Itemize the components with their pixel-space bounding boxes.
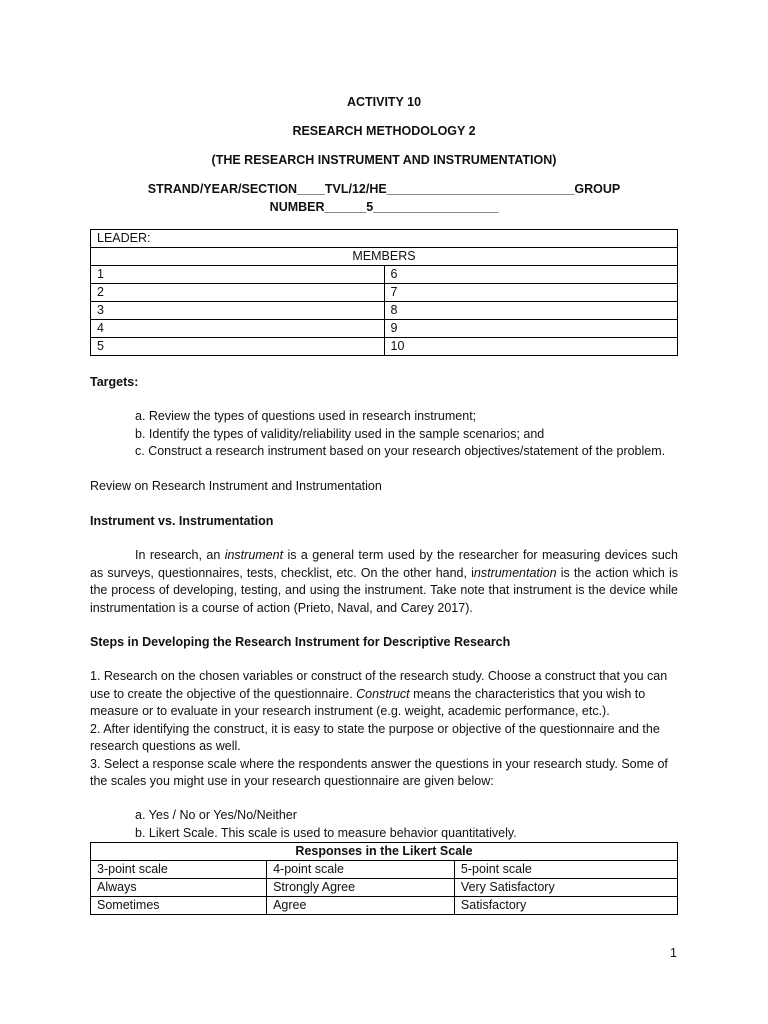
member-cell: 2 [91,284,385,302]
paragraph-text: is a general term used by the researcher for measuring devices such as surveys, questionnaires, tests, checklist, etc. On the other hand, i [90,548,678,580]
list-item: a. Review the types of questions used in research instrument; [135,409,477,423]
step-3: 3. Select a response scale where the respondents answer the questions in your research study. Some of the scales you might use in your research questionnaire are given below: [90,756,668,788]
list-item: c. Construct a research instrument based on your research objectives/statement of the problem. [135,444,666,458]
strand-line: STRAND/YEAR/SECTION____TVL/12/HE___________________________GROUP [147,182,621,196]
subtitle: (THE RESEARCH INSTRUMENT AND INSTRUMENTATION) [211,153,557,167]
members-table [90,229,678,356]
header-cell: 5-point scale [454,861,677,879]
member-cell: 7 [384,284,678,302]
targets-heading: Targets: [90,375,139,389]
instrument-heading: Instrument vs. Instrumentation [90,514,274,528]
emphasis-text: Construct [356,686,410,701]
table-row [91,266,678,284]
steps-heading: Steps in Developing the Research Instrument for Descriptive Research [90,635,511,649]
member-cell: 6 [384,266,678,284]
number-line: NUMBER______5__________________ [269,200,499,214]
steps-body [90,668,678,791]
member-cell: 5 [91,338,385,356]
table-row [91,897,678,915]
member-cell: 9 [384,320,678,338]
page-number: 1 [670,946,677,960]
table-row [91,320,678,338]
course-title: RESEARCH METHODOLOGY 2 [292,124,476,138]
members-header-cell: MEMBERS [91,248,678,266]
review-heading: Review on Research Instrument and Instrumentation [90,479,382,493]
list-item: b. Identify the types of validity/reliability used in the sample scenarios; and [135,426,545,441]
scale-a: a. Yes / No or Yes/No/Neither [135,808,297,822]
emphasis-text: nstrumentation [473,565,557,580]
scale-b: b. Likert Scale. This scale is used to measure behavior quantitatively. [135,826,517,840]
table-row [91,879,678,897]
table-row [91,284,678,302]
paragraph-text: In research, an [135,548,225,562]
header-cell: 3-point scale [91,861,267,879]
table-cell: Always [91,879,267,897]
table-cell: Very Satisfactory [454,879,677,897]
table-row [91,861,678,879]
step-2: 2. After identifying the construct, it is easy to state the purpose or objective of the questionnaire and the research questions as well. [90,721,660,753]
leader-cell: LEADER: [91,230,678,248]
paragraph-text: means the characteristics that you wish to measure or to evaluate in your research instrument (e.g. weight, academic performance, etc.). [90,686,646,718]
member-cell: 3 [91,302,385,320]
activity-title: ACTIVITY 10 [346,95,422,109]
table-cell: Strongly Agree [267,879,455,897]
table-cell: Satisfactory [454,897,677,915]
member-cell: 4 [91,320,385,338]
emphasis-text: instrument [224,548,284,562]
step-1 [90,668,678,721]
table-row [91,302,678,320]
paragraph-text: is the action which is the process of developing, testing, and using the instrument. Take note that instrument is the device while instrumentation is a course of action (Prieto, Naval, and Carey 2017). [90,565,678,615]
paragraph-text: 1. Research on the chosen variables or construct of the research study. Choose a construct that you can use to create the objective of the questionnaire. [90,669,668,701]
targets-list [135,408,695,461]
member-cell: 1 [91,266,385,284]
member-cell: 10 [384,338,678,356]
likert-table [90,842,678,915]
instrument-paragraph [90,547,678,617]
likert-title: Responses in the Likert Scale [91,843,678,861]
table-row [91,338,678,356]
header-cell: 4-point scale [267,861,455,879]
table-cell: Agree [267,897,455,915]
table-cell: Sometimes [91,897,267,915]
member-cell: 8 [384,302,678,320]
